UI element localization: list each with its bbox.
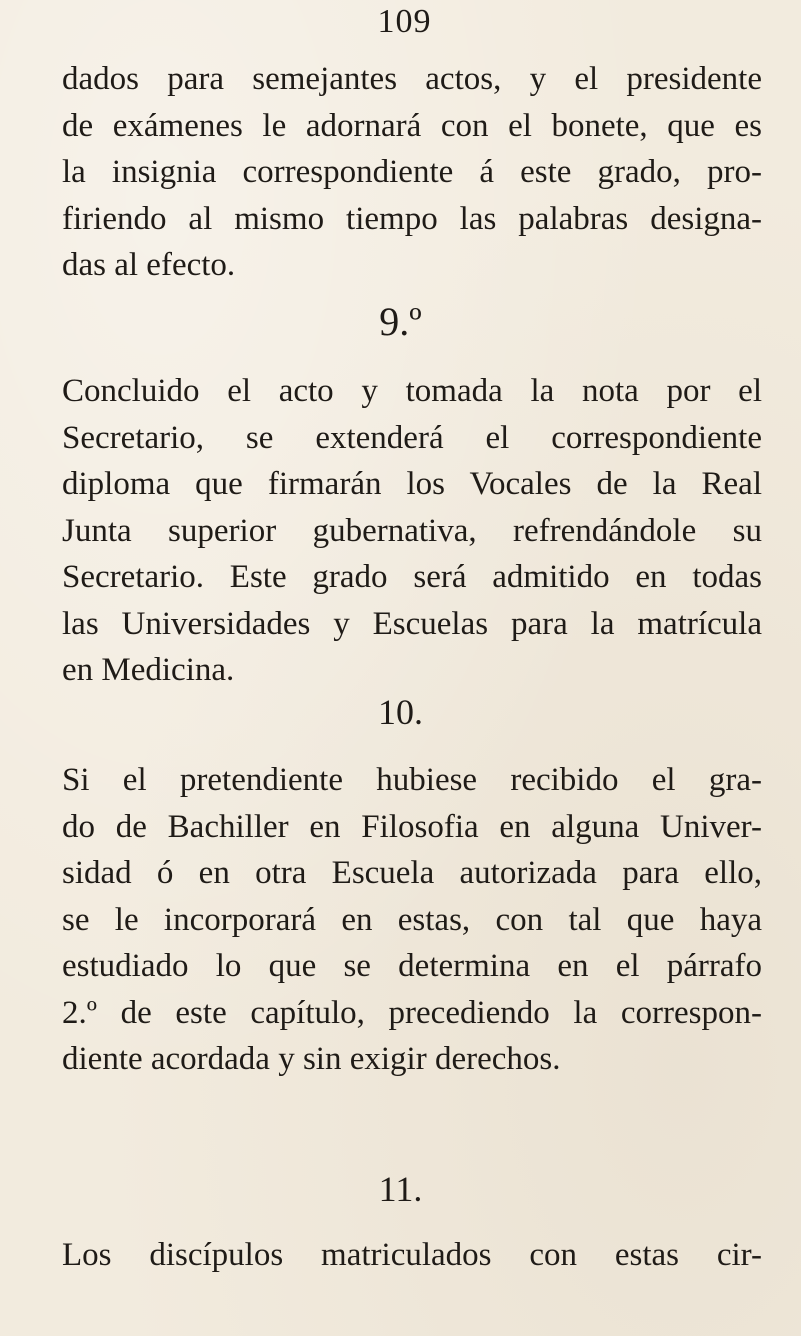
text-line: diente acordada y sin exigir derechos. [62, 1041, 561, 1077]
paragraph-section-11 [62, 1232, 762, 1279]
text-line: en Medicina. [62, 652, 235, 688]
text-line: Secretario. Este grado será admitido en todas [62, 559, 762, 595]
text-line: do de Bachiller en Filosofia en alguna Univer- [62, 808, 762, 845]
text-line: Secretario, se extenderá el correspondiente [62, 419, 762, 456]
paragraph-section-9 [62, 368, 762, 694]
text-line: Si el pretendiente hubiese recibido el gra- [62, 762, 762, 798]
text-line: las Universidades y Escuelas para la matrícula [62, 605, 762, 642]
text-line: sidad ó en otra Escuela autorizada para ello, [62, 855, 762, 891]
section-heading-9: 9.º [379, 299, 422, 344]
text-line: estudiado lo que se determina en el párrafo [62, 948, 762, 984]
page-number: 109 [377, 3, 432, 40]
text-line: Los discípulos matriculados con estas cir- [62, 1237, 762, 1273]
text-line: das al efecto. [62, 247, 236, 283]
paragraph-section-10 [62, 757, 762, 1083]
text-line: se le incorporará en estas, con tal que haya [62, 901, 762, 938]
text-line: Concluido el acto y tomada la nota por el [62, 373, 762, 409]
text-line: 2.º de este capítulo, precediendo la correspon- [62, 994, 762, 1031]
section-heading-11: 11. [378, 1169, 423, 1209]
text-line: Junta superior gubernativa, refrendándole su [62, 512, 762, 549]
text-line: diploma que firmarán los Vocales de la Real [62, 466, 762, 502]
section-heading-10: 10. [378, 692, 423, 732]
text-line: la insignia correspondiente á este grado, pro- [62, 154, 762, 190]
text-line: de exámenes le adornará con el bonete, que es [62, 107, 762, 144]
paragraph-continuation [62, 56, 762, 289]
text-line: firiendo al mismo tiempo las palabras designa- [62, 200, 762, 237]
text-line: dados para semejantes actos, y el presidente [62, 61, 762, 97]
